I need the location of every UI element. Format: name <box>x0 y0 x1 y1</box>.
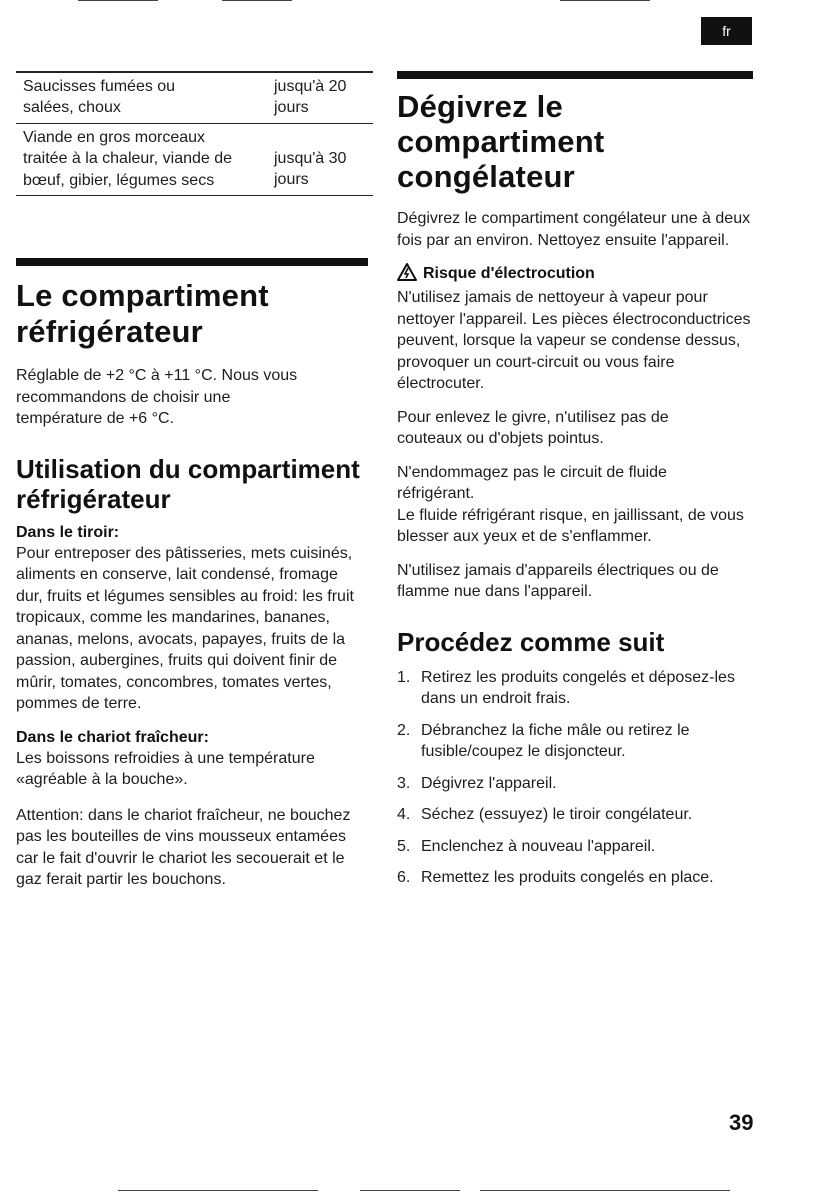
bottom-edge-line-2 <box>360 1190 460 1191</box>
right-column <box>397 71 753 899</box>
drawer-text: Pour entreposer des pâtisseries, mets cuisinés, aliments en conserve, lait condensé, fromage dur, fruits et légumes sensibles au froid: les fruit tropicaux, comme les mandarines, bananes, ananas, melons, avocats, papayes, fruits de la passion, aubergines, fruits qui doivent finir de mûrir, tomates, concombres, tomates vertes, pommes de terre. <box>16 544 354 712</box>
section-title-line: Le compartiment <box>16 278 269 313</box>
table-cell-duration: jusqu'à 30 jours <box>274 149 347 188</box>
table-cell-duration: jusqu'à 20 jours <box>274 77 347 116</box>
step-item <box>397 773 753 795</box>
electric-devices-text: N'utilisez jamais d'appareils électriques ou de flamme nue dans l'appareil. <box>397 561 719 600</box>
top-edge-line-1 <box>78 0 158 1</box>
step-number: 5. <box>397 837 411 855</box>
bottom-edge-line-1 <box>118 1190 318 1191</box>
section-title-line: réfrigérateur <box>16 314 203 349</box>
step-item <box>397 804 753 826</box>
step-item <box>397 867 753 889</box>
defrost-title-line: Dégivrez le <box>397 89 563 124</box>
step-item <box>397 720 753 763</box>
defrost-title <box>397 89 753 194</box>
warning-triangle-icon <box>397 263 417 287</box>
step-text: Retirez les produits congelés et déposez-les dans un endroit frais. <box>421 668 735 707</box>
storage-duration-table <box>16 71 373 196</box>
bottom-edge-line-3 <box>480 1190 730 1191</box>
left-column <box>16 258 368 891</box>
chariot-text: Les boissons refroidies à une température «agréable à la bouche». <box>16 749 315 788</box>
step-text: Remettez les produits congelés en place. <box>421 869 714 886</box>
ice-removal-text: Pour enlevez le givre, n'utilisez pas de couteaux ou d'objets pointus. <box>397 408 669 447</box>
step-text: Débranchez la fiche mâle ou retirez le fusible/coupez le disjoncteur. <box>421 721 690 760</box>
table-bottom-rule <box>16 195 373 196</box>
defrost-title-line: congélateur <box>397 159 575 194</box>
warning-text: N'utilisez jamais de nettoyeur à vapeur pour nettoyer l'appareil. Les pièces électroconductrices peuvent, lorsque la vapeur se condense dessus, provoquer un court-circuit ou vous faire électrocuter. <box>397 289 751 392</box>
warning-heading: Risque d'électrocution <box>423 265 595 282</box>
step-number: 2. <box>397 721 411 739</box>
procedure-steps <box>397 667 753 889</box>
table-row <box>16 73 373 123</box>
section-bar <box>16 258 368 266</box>
step-text: Enclenchez à nouveau l'appareil. <box>421 837 656 855</box>
drawer-heading: Dans le tiroir: <box>16 523 120 541</box>
step-item <box>397 667 753 710</box>
defrost-title-line: compartiment <box>397 124 605 159</box>
defrost-intro: Dégivrez le compartiment congélateur une à deux fois par an environ. Nettoyez ensuite l'appareil. <box>397 210 751 249</box>
step-number: 6. <box>397 869 411 886</box>
step-text: Séchez (essuyez) le tiroir congélateur. <box>421 806 693 823</box>
fridge-intro: Réglable de +2 °C à +11 °C. Nous vous recommandons de choisir une température de +6 °C. <box>16 367 298 427</box>
fluid-text: Le fluide réfrigérant risque, en jaillissant, de vous blesser aux yeux et de s'enflammer. <box>397 506 744 545</box>
attention-text: Attention: dans le chariot fraîcheur, ne bouchez pas les bouteilles de vins mousseux entamées car le fait d'ouvrir le chariot les secouerait et le gaz ferait partir les bouchons. <box>16 806 351 888</box>
top-edge-line-3 <box>560 0 650 1</box>
chariot-heading: Dans le chariot fraîcheur: <box>16 728 209 746</box>
step-number: 3. <box>397 774 411 792</box>
section-bar <box>397 71 753 79</box>
table-row <box>16 124 373 196</box>
table-cell-food: Saucisses fumées ou salées, choux <box>23 77 176 116</box>
step-number: 4. <box>397 806 411 823</box>
procedure-title: Procédez comme suit <box>397 626 665 657</box>
step-item <box>397 836 753 858</box>
language-badge: fr <box>701 17 752 45</box>
section-title <box>16 278 368 350</box>
usage-title-line: Utilisation du compartiment <box>16 453 360 484</box>
top-edge-line-2 <box>222 0 292 1</box>
usage-title-line: réfrigérateur <box>16 483 171 514</box>
warning-heading-row <box>397 263 753 287</box>
step-text: Dégivrez l'appareil. <box>421 774 557 792</box>
table-cell-food: Viande en gros morceaux traitée à la chaleur, viande de bœuf, gibier, légumes secs <box>23 128 233 189</box>
page-number: 39 <box>729 1110 754 1135</box>
step-number: 1. <box>397 668 411 686</box>
circuit-text: N'endommagez pas le circuit de fluide réfrigérant. <box>397 463 667 502</box>
usage-title <box>16 454 368 514</box>
